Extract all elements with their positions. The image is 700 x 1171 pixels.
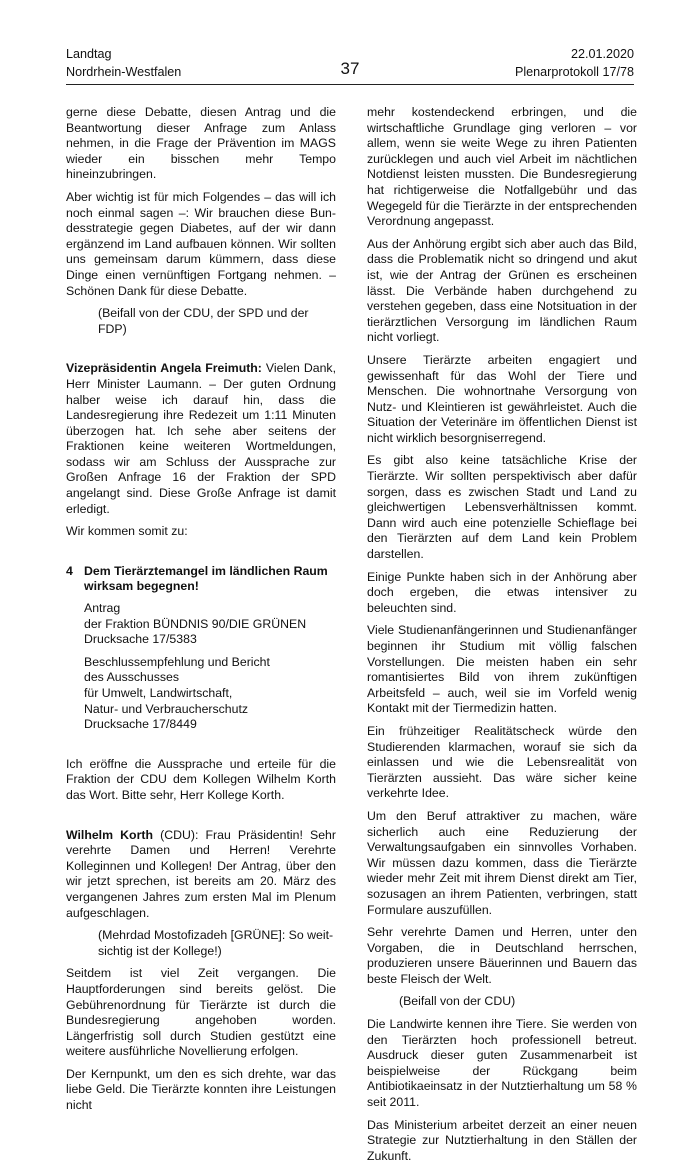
paragraph: Aus der Anhörung ergibt sich aber auch das Bild, dass die Problematik nicht so dringend und akut ist, wie der Antrag der Grünen es erscheinen lässt. Die Verbände haben durchgehend zu verstehen gegeben, dass eine Notsituation in der tierärztlichen Versorgung im ländlichen Raum nicht vorliegt. bbox=[367, 236, 637, 345]
page-number: 37 bbox=[340, 59, 360, 78]
motion-block bbox=[66, 601, 336, 648]
applause-note: (Beifall von der CDU, der SPD und der FDP) bbox=[98, 306, 309, 336]
paragraph: mehr kostendeckend erbringen, und die wirtschaftliche Grundlage ging verloren – vor allem, wenn sie weite Wege zu ihren Patienten zurücklegen und auch viel Arbeit im nächtlichen Notdienst leisten mussten. Die Bundesregierung hat richtigerweise die Notfallgebühr und das Wegegeld für die Tierärzte in der entsprechenden Verordnung angepasst. bbox=[367, 105, 637, 229]
protocol-number: Plenarprotokoll 17/78 bbox=[514, 65, 634, 79]
header-divider bbox=[66, 84, 634, 85]
recommendation-line: Beschlussempfehlung und Bericht bbox=[84, 654, 270, 669]
motion-line: Drucksache 17/5383 bbox=[84, 632, 197, 647]
state-name: Nordrhein-Westfalen bbox=[66, 65, 182, 79]
paragraph: Der Kernpunkt, um den es sich drehte, war das liebe Geld. Die Tierärzte konnten ihre Leistungen nicht bbox=[66, 1066, 336, 1113]
interjection: (Mehrdad Mostofizadeh [GRÜNE]: So weitsichtig ist der Kollege!) bbox=[98, 928, 334, 958]
paragraph: Um den Beruf attraktiver zu machen, wäre sicherlich auch eine Reduzierung der Verwaltungsaufgaben ein sinnvolles Vorhaben. Wir müssen dazu kommen, dass die Tierärzte wieder mehr Zeit mit ihrem Dienst direkt am Tier, sozusagen an ihrem Patienten, verbringen, statt Formulare auszufüllen. bbox=[367, 808, 637, 917]
paragraph: Wir kommen somit zu: bbox=[66, 524, 188, 539]
paragraph: Ich eröffne die Aussprache und erteile für die Fraktion der CDU dem Kollegen Wilhelm Korth das Wort. Bitte sehr, Herr Kollege Korth. bbox=[66, 756, 336, 802]
paragraph: Einige Punkte haben sich in der Anhörung aber doch ergeben, die etwas intensiver zu beleuchten sind. bbox=[367, 569, 637, 615]
agenda-item-title: Dem Tierärztemangel im ländlichen Raum wirksam begegnen! bbox=[84, 563, 328, 594]
motion-line: der Fraktion BÜNDNIS 90/DIE GRÜNEN bbox=[84, 616, 307, 631]
left-column bbox=[66, 105, 336, 1121]
recommendation-line: des Ausschusses bbox=[84, 670, 180, 685]
right-column bbox=[367, 105, 637, 1171]
paragraph: Aber wichtig ist für mich Folgendes – das will ich noch einmal sagen –: Wir brauchen diese Bundesstrategie gegen Diabetes, auf der wir dann ergänzend im Land aufbauen können. Wir sollten uns gemeinsam darum kümmern, dass diese Dinge einen vernünftigen Fortgang nehmen. – Schönen Dank für diese Debatte. bbox=[66, 189, 336, 298]
speaker-paragraph bbox=[66, 828, 336, 922]
agenda-item bbox=[66, 564, 336, 595]
paragraph: Ein frühzeitiger Realitätscheck würde den Studierenden klarmachen, worauf sie sich da einlassen und wie die Lebensrealität von Tierärzten aussieht. Das wäre sicher keine verkehrte Idee. bbox=[367, 723, 637, 801]
paragraph: Unsere Tierärzte arbeiten engagiert und gewissenhaft für das Wohl der Tiere und Menschen. Die wohnortnahe Versorgung von Nutz- und Kleintieren ist gewährleistet. Auch die Situation der Veterinäre im öffentlichen Dienst ist nicht wirklich besorgniserregend. bbox=[367, 352, 637, 445]
speech-text: (CDU): Frau Präsidentin! Sehr verehrte Damen und Herren! Verehrte Kolleginnen und Kollegen! Der Antrag, über den wir jetzt sprechen, ist bereits am 20. März des vergangenen Jahres zum ersten Mal im Plenum aufgeschlagen. bbox=[66, 827, 336, 920]
recommendation-line: Drucksache 17/8449 bbox=[84, 717, 197, 732]
recommendation-block bbox=[66, 655, 336, 733]
speaker-paragraph bbox=[66, 361, 336, 517]
recommendation-line: Natur- und Verbraucherschutz bbox=[84, 701, 249, 716]
session-date: 22.01.2020 bbox=[570, 47, 634, 61]
paragraph: Die Landwirte kennen ihre Tiere. Sie werden von den Tierärzten hoch professionell betreut. Ausdruck dieser guten Zusammenarbeit ist beispielweise der Rückgang beim Antibiotikaeinsatz in der Nutztierhaltung um 58 % seit 2011. bbox=[367, 1017, 637, 1110]
paragraph: Sehr verehrte Damen und Herren, unter den Vorgaben, die in Deutschland herrschen, produzieren unsere Bäuerinnen und Bauern das beste Fleisch der Welt. bbox=[367, 925, 637, 986]
header-right bbox=[515, 45, 634, 81]
speaker-name: Wilhelm Korth bbox=[66, 827, 153, 842]
paragraph: Es gibt also keine tatsächliche Krise der Tierärzte. Wir sollten perspektivisch aber dafür sorgen, dass es zwischen Stadt und Land zu gleichwertigen Lebensverhältnissen kommt. Dann wird auch eine potenzielle Schieflage bei den Tierärzten auf dem Land kein Problem darstellen. bbox=[367, 453, 637, 562]
motion-line: Antrag bbox=[84, 601, 121, 616]
parliament-name: Landtag bbox=[66, 47, 112, 61]
speaker-name: Vizepräsidentin Angela Freimuth: bbox=[66, 361, 262, 376]
paragraph: Das Ministerium arbeitet derzeit an einer neuen Strategie zur Nutztierhaltung in den Ställen der Zukunft. bbox=[367, 1117, 637, 1163]
recommendation-line: für Umwelt, Landwirtschaft, bbox=[84, 686, 233, 700]
applause-note: (Beifall von der CDU) bbox=[399, 994, 516, 1009]
agenda-item-number: 4 bbox=[66, 563, 73, 578]
speech-text: Vielen Dank, Herr Minister Laumann. – Der guten Ordnung halber weise ich darauf hin, dass die Landesregierung ihre Redezeit um 1:11 Minuten überzogen hat. Ich sehe aber seitens der Fraktionen keine weiteren Wortmeldungen, sodass wir am Schluss der Aussprache zur Großen Anfrage 16 der Fraktion der SPD angelangt sind. Diese Große Anfrage ist damit erledigt. bbox=[66, 361, 336, 516]
paragraph: Viele Studienanfängerinnen und Studienanfänger beginnen ihr Studium mit völlig falschen Vorstellungen. Die meisten haben ein sehr romantisiertes Bild von ihrem zukünftigen Arbeitsfeld – auch, weil sie im Vorfeld wenig Kontakt mit der Tiermedizin hatten. bbox=[367, 623, 637, 716]
paragraph: gerne diese Debatte, diesen Antrag und die Beantwortung dieser Anfrage zum Anlass nehmen, in die Frage der Prävention im MAGS wieder ein bisschen mehr Tempo hineinzubringen. bbox=[66, 105, 336, 182]
paragraph: Seitdem ist viel Zeit vergangen. Die Hauptforderungen sind bereits gelöst. Die Gebührenordnung für Tierärzte ist durch die Bundesregierung angehoben worden. Längerfristig soll durch Studien gestützt eine weitere ausführliche Novellierung erfolgen. bbox=[66, 966, 336, 1059]
